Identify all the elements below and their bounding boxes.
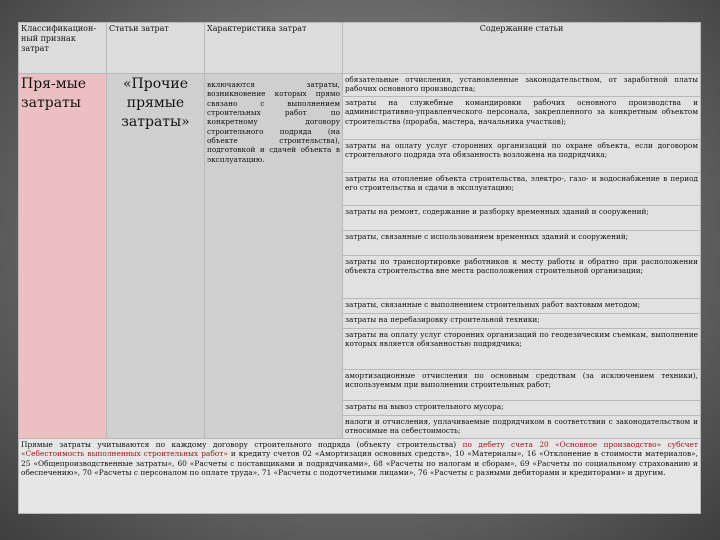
content-item: затраты на оплату услуг сторонних организаций по геодезическим съемкам, выполнение которых является обязанностью подрядчика; <box>343 329 701 370</box>
footer-note <box>19 439 701 514</box>
content-row <box>19 74 701 97</box>
footer-text-accounts: и кредиту счетов 02 «Амортизация основных средств», 10 «Материалы», 16 «Отклонение в стоимости материалов», 25 «Общепроизводственные затраты», 60 «Расчеты с поставщиками и подрядчиками», 68 «Расчеты по налогам и сборам», 69 «Расчеты по социальному страхованию и обеспечению», 70 «Расчеты с персоналом по оплате труда», 71 «Расчеты с подотчетными лицами», 76 «Расчеты с разными дебиторами и кредиторами» и другим. <box>21 449 698 478</box>
table-header-row <box>19 23 701 74</box>
header-article: Статьи затрат <box>107 23 205 74</box>
content-item: налоги и отчисления, уплачиваемые подрядчиком в соответствии с законодательством и относимые на себестоимость; <box>343 416 701 439</box>
content-item: затраты по транспортировке работников к месту работы и обратно при расположении объекта строительства вне места расположения строительной организации; <box>343 256 701 299</box>
footer-row <box>19 439 701 514</box>
article-cell: «Прочие прямые затраты» <box>107 74 205 439</box>
header-classification: Классификацион-ный признак затрат <box>19 23 107 74</box>
content-item: затраты, связанные с выполнением строительных работ вахтовым методом; <box>343 299 701 314</box>
content-item: амортизационные отчисления по основным средствам (за исключением техники), используемым при выполнении строительных работ; <box>343 370 701 401</box>
content-item: затраты на отопление объекта строительства, электро-, газо- и водоснабжение в период его строительства и сдачи в эксплуатацию; <box>343 173 701 206</box>
content-item: обязательные отчисления, установленные законодательством, от заработной платы рабочих основного производства; <box>343 74 701 97</box>
content-item: затраты на перебазировку строительной техники; <box>343 314 701 329</box>
classification-cell: Пря-мые затраты <box>19 74 107 439</box>
footer-text: Прямые затраты учитываются по каждому договору строительного подряда (объекту строительства) <box>21 440 463 449</box>
cost-classification-table <box>18 22 701 514</box>
header-characteristic: Характеристика затрат <box>205 23 343 74</box>
content-item: затраты на оплату услуг сторонних организаций по охране объекта, если договором строительного подряда эта обязанность возложена на подрядчика; <box>343 140 701 173</box>
characteristic-cell: включаются затраты, возникновение которых прямо связано с выполнением строительных работ по конкретному договору строительного подряда (на объекте строительства), подготовкой и сдачей объекта в эксплуатацию. <box>205 74 343 439</box>
content-item: затраты на служебные командировки рабочих основного производства и административно-управленческого персонала, закрепленного за конкретным объектом строительства (прораба, мастера, начальника участков); <box>343 97 701 140</box>
content-item: затраты на ремонт, содержание и разборку временных зданий и сооружений; <box>343 206 701 231</box>
header-content: Содержание статьи <box>343 23 701 74</box>
content-item: затраты на вывоз строительного мусора; <box>343 401 701 416</box>
content-item: затраты, связанные с использованием временных зданий и сооружений; <box>343 231 701 256</box>
footer-highlight: по дебету счета 20 «Основное производство» субсчет «Себестоимость выполненных строительных работ» <box>21 440 698 459</box>
